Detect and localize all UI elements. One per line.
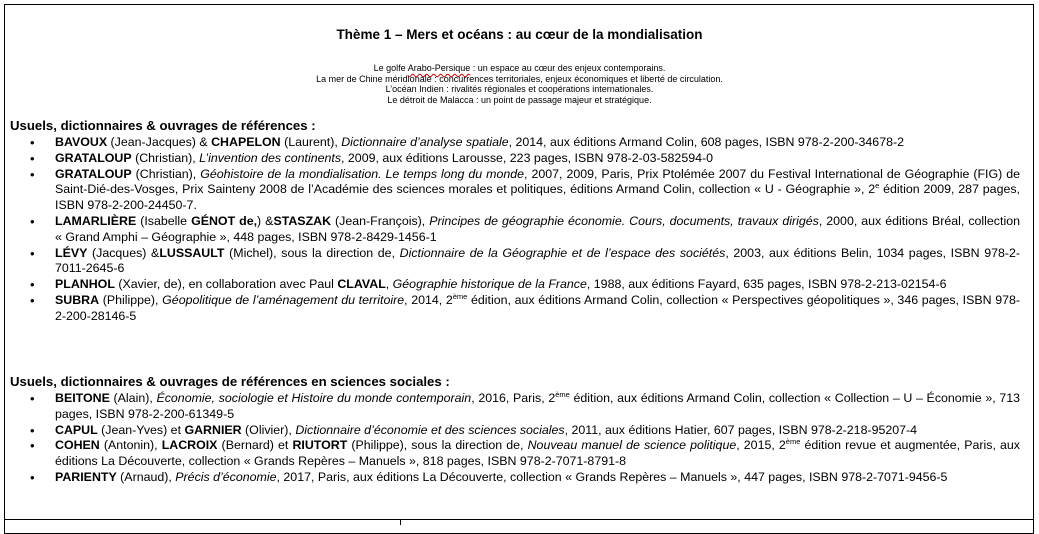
author-name: LÉVY: [55, 245, 88, 260]
publication-details: édition 2009, 287 pages, ISBN 978-2-200-24450-7.: [55, 182, 1020, 213]
book-title: Géopolitique de l’aménagement du territoire: [162, 292, 405, 307]
author-detail: ,: [385, 277, 393, 292]
book-title: Dictionnaire d’analyse spatiale: [341, 135, 509, 149]
theme-title: Thème 1 – Mers et océans : au cœur de la mondialisation: [336, 27, 703, 42]
publication-details: édition, aux éditions Armand Colin, collection « Collection – U – Économie », 713 pages, ISBN 978-2-200-61349-5: [55, 391, 1021, 421]
author-name: BAVOUX: [55, 135, 108, 149]
author-detail: (Olivier),: [241, 422, 296, 437]
book-title: Principes de géographie économie. Cours, documents, travaux dirigés: [429, 213, 819, 228]
table-bottom-border: [4, 519, 1034, 520]
reference-entry: [0, 470, 1030, 486]
publication-details: , 2011, aux éditions Hatier, 607 pages, ISBN 978-2-218-95207-4: [564, 422, 918, 437]
author-detail: (Arnaud),: [116, 469, 176, 484]
book-title: Nouveau manuel de science politique: [527, 438, 737, 453]
superscript: ème: [785, 437, 801, 447]
publication-details: , 2016, Paris, 2: [471, 391, 556, 405]
author-name: STASZAK: [273, 213, 332, 228]
author-name: CLAVAL: [337, 277, 386, 292]
superscript: ème: [555, 389, 570, 399]
book-title: Dictionnaire de la Géographie et de l’espace des sociétés: [399, 245, 726, 260]
author-detail: (Alain),: [109, 391, 157, 405]
subtitle-line: L’océan Indien : rivalités régionales et coopérations internationales.: [385, 84, 654, 95]
reference-entry: [0, 214, 1030, 246]
publication-details: édition, aux éditions Armand Colin, collection « Perspectives géopolitiques », 346 pages, ISBN 978-2-200-28146-5: [55, 292, 1020, 323]
book-title: Dictionnaire d’économie et des sciences sociales: [295, 422, 565, 437]
author-name: LAMARLIÈRE: [55, 213, 137, 228]
subtitle-line: Le détroit de Malacca : un point de passage majeur et stratégique.: [387, 94, 652, 105]
book-title: Géographie historique de la France: [392, 277, 587, 292]
author-detail: (Christian),: [131, 150, 200, 165]
reference-entry: [0, 293, 1030, 325]
spellcheck-word: Arabo-Persique: [407, 63, 471, 73]
author-name: COHEN: [55, 438, 100, 453]
superscript: e: [875, 181, 880, 191]
superscript: ème: [452, 291, 468, 301]
subtitle-block: [0, 63, 1039, 105]
author-detail: (Philippe),: [99, 292, 163, 307]
author-name: LUSSAULT: [159, 245, 225, 260]
book-title: L’invention des continents: [199, 150, 342, 165]
author-name: PARIENTY: [55, 469, 117, 484]
author-detail: (Jacques) &: [87, 245, 160, 260]
author-detail: (Jean-Jacques) &: [107, 135, 212, 149]
author-detail: ) &: [257, 213, 274, 228]
author-detail: (Antonin),: [99, 438, 162, 453]
author-detail: (Jean-François),: [331, 213, 430, 228]
publication-details: , 2000, aux éditions Bréal, collection « Grand Amphi – Géographie », 448 pages, ISBN 978-2-8429-1456-1: [55, 213, 1020, 244]
author-name: GÉNOT de,: [191, 213, 258, 228]
author-name: SUBRA: [55, 292, 100, 307]
author-detail: (Bernard) et: [217, 438, 293, 453]
publication-details: , 2007, 2009, Paris, Prix Ptolémée 2007 du Festival International de Géographie (FIG) de Saint-Dié-des-Vosges, Prix Sainteny 2008 de l’Académie des sciences morales et politiques, éditions Armand Colin, collection « U - Géographie », 2: [55, 166, 1020, 197]
publication-details: , 2017, Paris, aux éditions La Découverte, collection « Grands Repères – Manuels », 447 pages, ISBN 978-2-7071-9456-5: [276, 469, 948, 484]
publication-details: , 1988, aux éditions Fayard, 635 pages, ISBN 978-2-213-02154-6: [586, 277, 947, 292]
reference-entry: [0, 151, 1030, 167]
author-detail: (Laurent),: [280, 135, 342, 149]
author-name: PLANHOL: [55, 277, 115, 292]
book-title: Économie, sociologie et Histoire du monde contemporain: [156, 391, 472, 405]
reference-entry: [0, 438, 1030, 470]
publication-details: , 2015, 2: [736, 438, 786, 453]
author-detail: (Christian),: [131, 166, 201, 181]
author-detail: (Jean-Yves) et: [97, 422, 185, 437]
reference-entry: [0, 167, 1030, 214]
section-heading-references: Usuels, dictionnaires & ouvrages de références :: [10, 118, 316, 133]
author-name: GRATALOUP: [55, 166, 132, 181]
author-name: GRATALOUP: [55, 150, 132, 165]
reference-entry: [0, 423, 1030, 439]
author-name: CHAPELON: [211, 135, 281, 149]
subtitle-line: Le golfe Arabo-Persique : un espace au cœur des enjeux contemporains.: [373, 63, 666, 73]
publication-details: , 2014, aux éditions Armand Colin, 608 pages, ISBN 978-2-200-34678-2: [508, 135, 904, 149]
reference-list-social-sciences: [0, 391, 1030, 486]
reference-entry: [0, 277, 1030, 293]
author-name: RIUTORT: [292, 438, 348, 453]
publication-details: édition revue et augmentée, Paris, aux éditions La Découverte, collection « Grands Repères – Manuels », 818 pages, ISBN 978-2-7071-8791-8: [55, 438, 1020, 469]
reference-entry: [0, 246, 1030, 278]
author-name: BEITONE: [55, 391, 110, 405]
author-name: LACROIX: [161, 438, 218, 453]
author-name: GARNIER: [184, 422, 242, 437]
reference-list: [0, 135, 1030, 325]
publication-details: , 2014, 2: [404, 292, 453, 307]
section-heading-social-sciences: Usuels, dictionnaires & ouvrages de références en sciences sociales :: [10, 374, 450, 389]
author-detail: (Philippe), sous la direction de,: [347, 438, 528, 453]
subtitle-line: La mer de Chine méridionale : concurrences territoriales, enjeux économiques et liberté de circulation.: [316, 73, 723, 84]
author-detail: (Michel), sous la direction de,: [224, 245, 400, 260]
author-name: CAPUL: [55, 422, 98, 437]
table-column-divider: [400, 519, 401, 525]
author-detail: (Isabelle: [136, 213, 192, 228]
book-title: Précis d’économie: [175, 469, 277, 484]
reference-entry: [0, 135, 1030, 151]
publication-details: , 2009, aux éditions Larousse, 223 pages, ISBN 978-2-03-582594-0: [341, 150, 714, 165]
book-title: Géohistoire de la mondialisation. Le temps long du monde: [200, 166, 525, 181]
reference-entry: [0, 391, 1030, 423]
publication-details: , 2003, aux éditions Belin, 1034 pages, ISBN 978-2-7011-2645-6: [55, 245, 1021, 276]
author-detail: (Xavier, de), en collaboration avec Paul: [114, 277, 338, 292]
